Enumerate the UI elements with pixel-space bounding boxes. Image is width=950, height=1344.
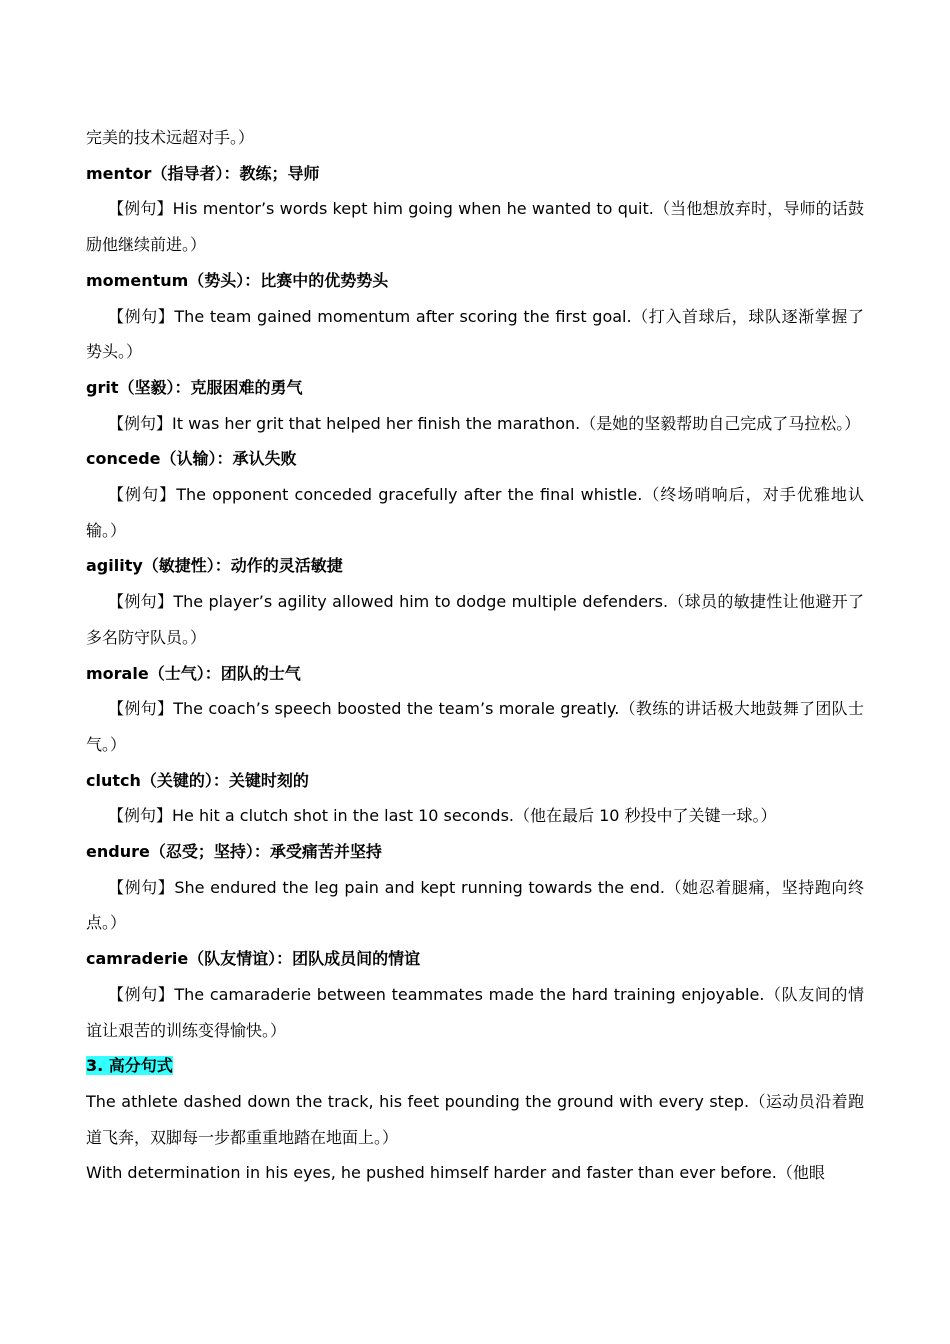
- entry-word: momentum: [86, 270, 189, 290]
- entry-definition: （忍受；坚持）：承受痛苦并坚持: [149, 842, 382, 862]
- entry-example: 【例句】He hit a clutch shot in the last 10 seconds.（他在最后 10 秒投中了关键一球。）: [108, 806, 777, 826]
- entry: [86, 441, 864, 548]
- entry-word: clutch: [86, 770, 141, 790]
- entry-example: 【例句】It was her grit that helped her finish the marathon.（是她的坚毅帮助自己完成了马拉松。）: [108, 413, 861, 433]
- entry: [86, 263, 864, 370]
- entry-definition: （坚毅）：克服困难的勇气: [118, 377, 303, 397]
- entry-example: 【例句】His mentor’s words kept him going when he wanted to quit.（当他想放弃时，导师的话鼓励他继续前进。）: [86, 199, 864, 255]
- document-body: [86, 120, 864, 1191]
- entry: [86, 834, 864, 941]
- entry-definition: （认输）：承认失败: [160, 449, 297, 469]
- entry-definition: （敏捷性）：动作的灵活敏捷: [142, 556, 343, 576]
- entry-word: concede: [86, 449, 161, 469]
- continuation-text: 完美的技术远超对手。）: [86, 128, 255, 147]
- entry-definition: （关键的）：关键时刻的: [140, 770, 309, 790]
- entry-definition: （队友情谊）：团队成员间的情谊: [188, 949, 421, 969]
- entry-example: 【例句】The team gained momentum after scoring the first goal.（打入首球后，球队逐渐掌握了势头。）: [86, 306, 864, 362]
- section-title: 3. 高分句式: [86, 1056, 173, 1076]
- entry-word: grit: [86, 377, 119, 397]
- entry-example: 【例句】The coach’s speech boosted the team’s morale greatly.（教练的讲话极大地鼓舞了团队士气。）: [86, 699, 864, 754]
- entry-word: endure: [86, 842, 150, 862]
- entry: [86, 548, 864, 655]
- entry-definition: （士气）：团队的士气: [148, 663, 301, 683]
- entry: [86, 370, 864, 441]
- entry-word: mentor: [86, 163, 152, 183]
- section-heading: [86, 1048, 864, 1084]
- entry-example: 【例句】The player’s agility allowed him to dodge multiple defenders.（球员的敏捷性让他避开了多名防守队员。）: [86, 592, 864, 647]
- entry-example: 【例句】The camaraderie between teammates made the hard training enjoyable.（队友间的情谊让艰苦的训练变得愉快。）: [86, 984, 864, 1040]
- sentence: The athlete dashed down the track, his feet pounding the ground with every step.（运动员沿着跑道飞奔，双脚每一步都重重地踏在地面上。）: [86, 1091, 864, 1147]
- entry-example: 【例句】The opponent conceded gracefully after the final whistle.（终场哨响后，对手优雅地认输。）: [86, 485, 864, 540]
- entry: [86, 656, 864, 763]
- entry: [86, 941, 864, 1048]
- entry: [86, 763, 864, 834]
- entry-word: morale: [86, 663, 149, 683]
- entry-definition: （势头）：比赛中的优势势头: [188, 270, 389, 290]
- entry-example: 【例句】She endured the leg pain and kept running towards the end.（她忍着腿痛，坚持跑向终点。）: [86, 877, 864, 933]
- entry: [86, 156, 864, 263]
- entry-word: agility: [86, 556, 143, 576]
- sentence: With determination in his eyes, he pushed himself harder and faster than ever before.（他眼: [86, 1163, 825, 1183]
- entry-word: camraderie: [86, 949, 189, 969]
- entry-definition: （指导者）：教练；导师: [151, 163, 320, 183]
